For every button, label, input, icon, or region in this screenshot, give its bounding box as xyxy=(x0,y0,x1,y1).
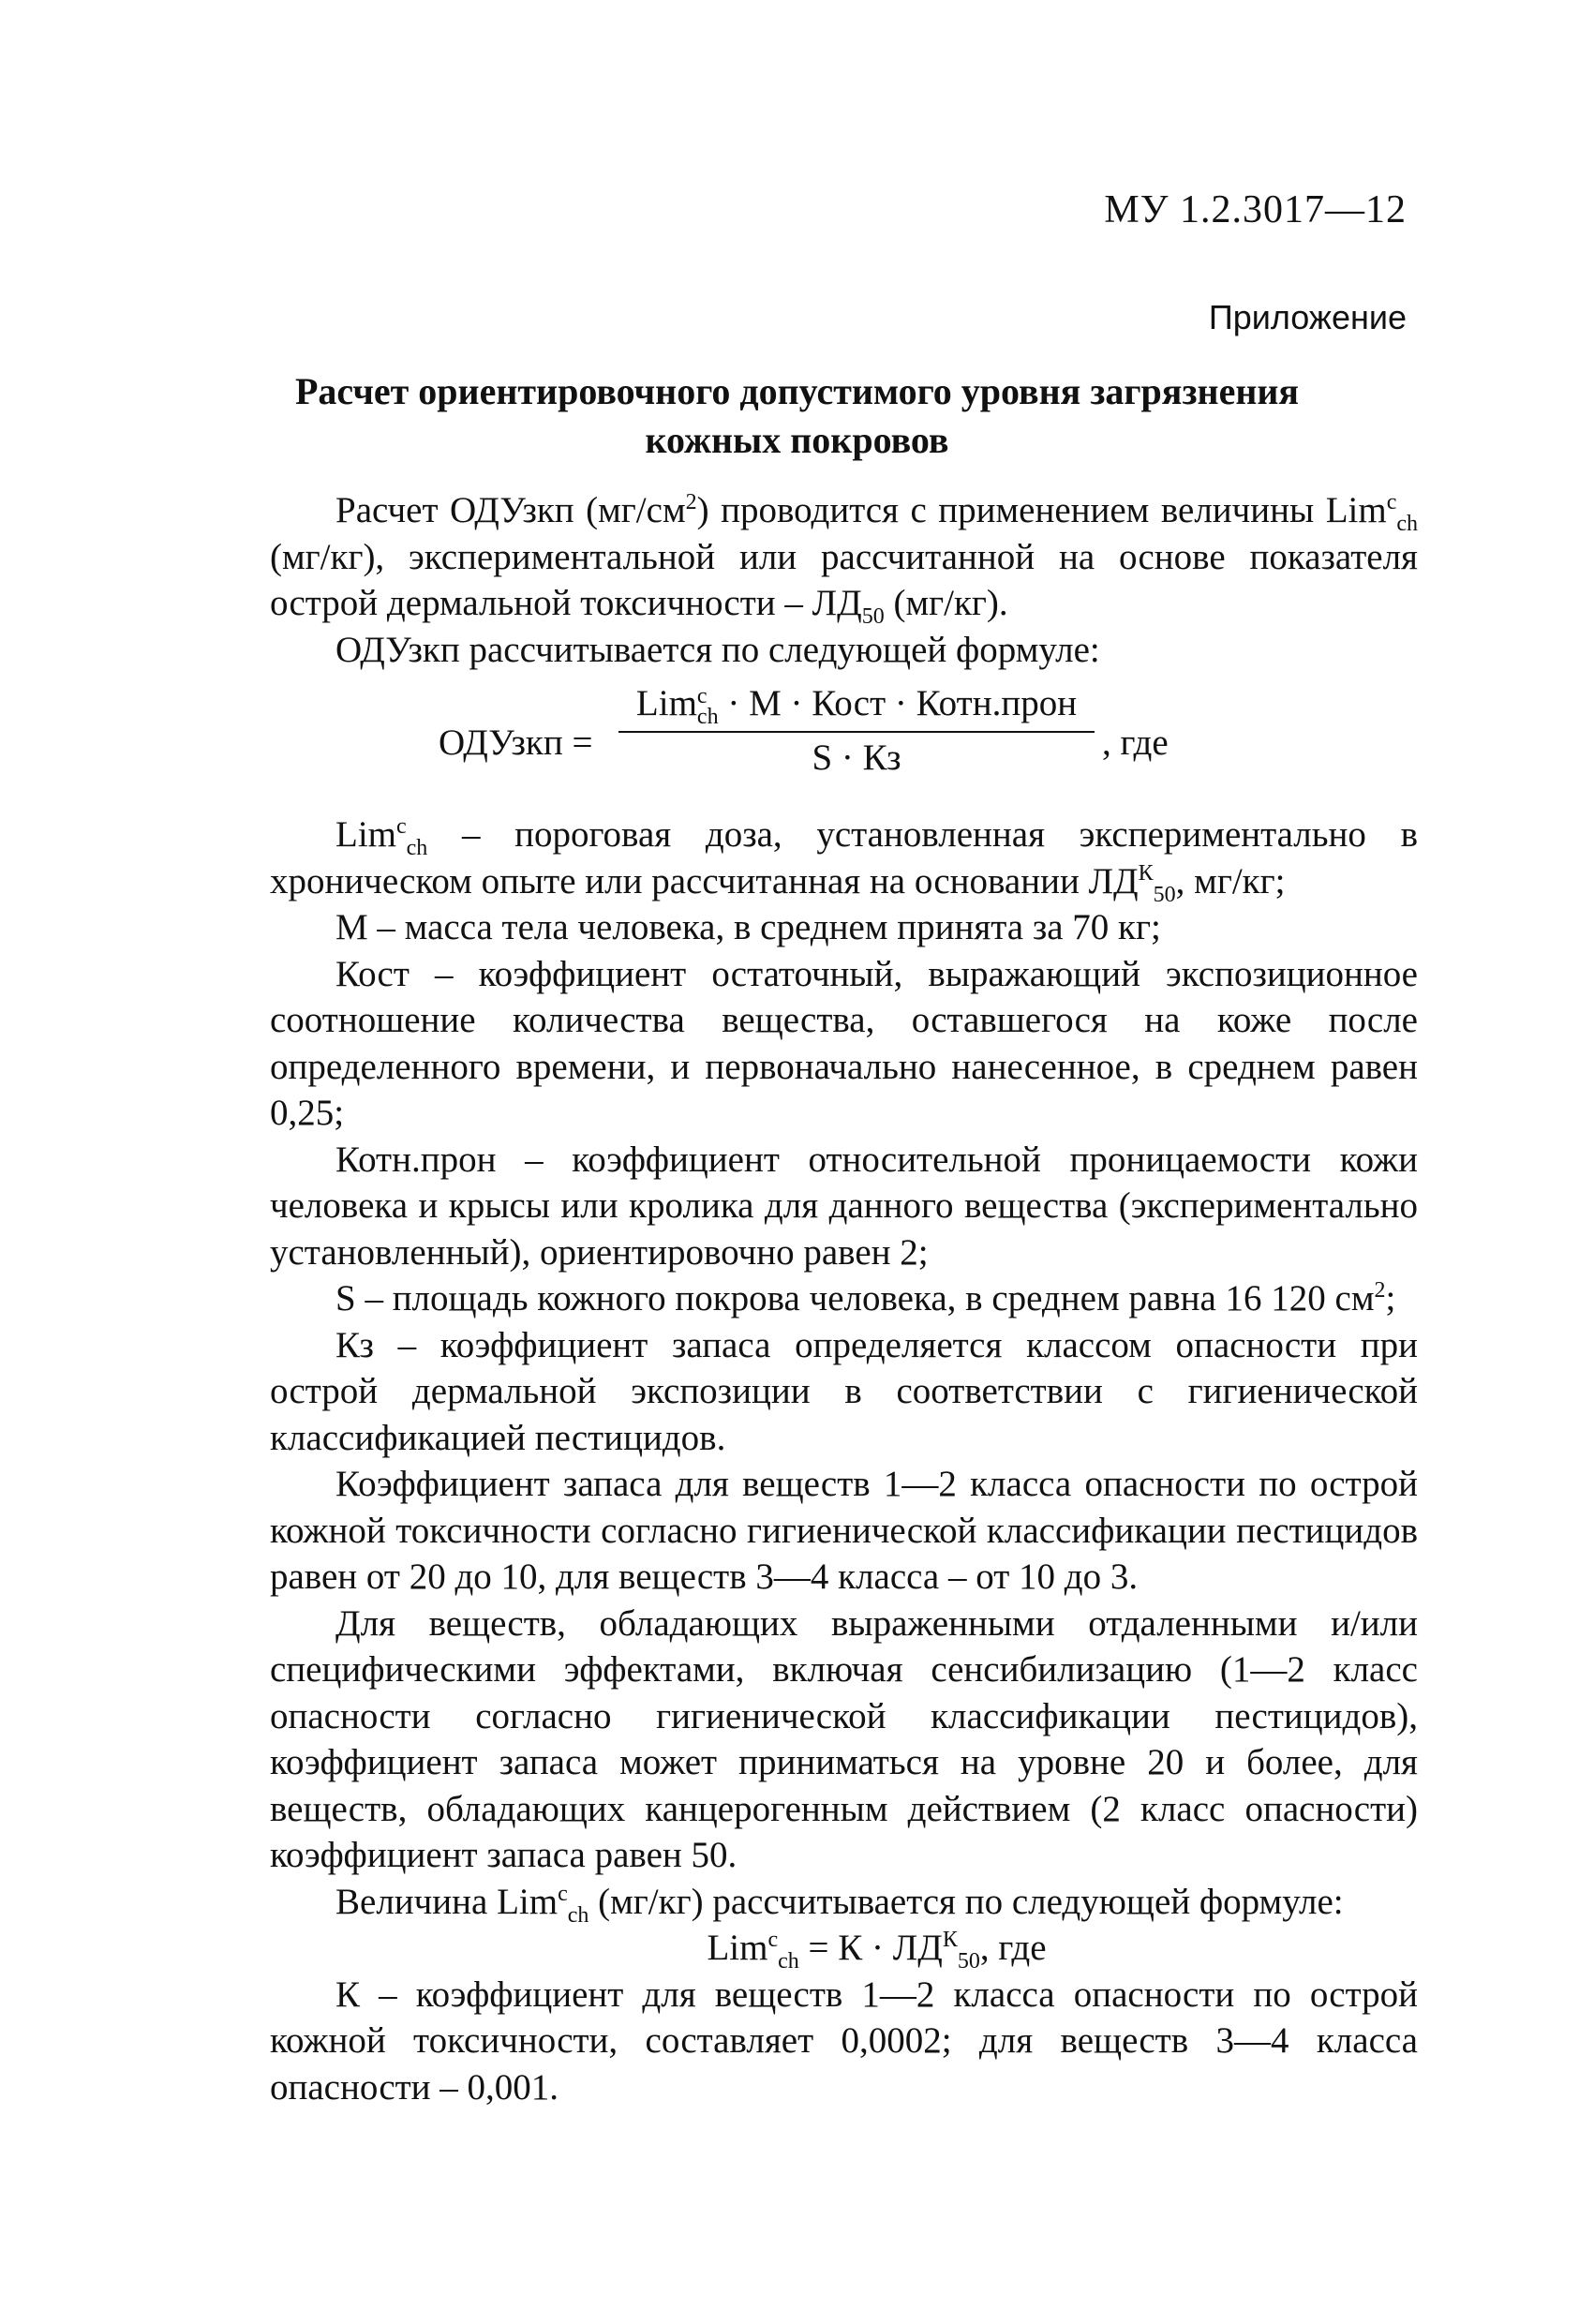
appendix-label: Приложение xyxy=(1208,298,1407,336)
text-run: (мг/кг), экспериментальной или рассчитанной на основе показателя острой дермальной токсичности – ЛД xyxy=(270,536,1418,623)
superscript: К xyxy=(942,1928,958,1952)
text-run: S – площадь кожного покрова человека, в среднем равна 16 120 см xyxy=(335,1278,1375,1318)
text-run: · M · Кост · Котн.прон xyxy=(718,683,1078,723)
paragraph-reserve-1: Коэффициент запаса для веществ 1—2 класса опасности по острой кожной токсичности согласно гигиенической классификации пестицидов равен от 20 до 10, для веществ 3—4 класса – от 10 до 3. xyxy=(270,1464,1418,1597)
subscript: 50 xyxy=(957,1948,980,1974)
superscript: c xyxy=(396,814,407,839)
superscript: c xyxy=(1386,490,1397,514)
subscript: ch xyxy=(696,705,719,730)
subscript: ch xyxy=(778,1948,799,1974)
subscript: ch xyxy=(1396,511,1418,536)
intro-paragraph xyxy=(270,487,1418,627)
formula-intro: ОДУзкп рассчитывается по следующей формуле: xyxy=(335,629,1100,670)
text-run: ) проводится с применением величины Lim xyxy=(696,490,1387,530)
formula-fraction xyxy=(618,680,1095,782)
formula-denominator: S · Кз xyxy=(812,737,901,779)
formula-lhs: ОДУзкп = xyxy=(439,723,593,763)
text-run: , мг/кг; xyxy=(1175,860,1286,901)
title-line-1: Расчет ориентировочного допустимого уровня загрязнения xyxy=(294,370,1300,412)
superscript: 2 xyxy=(685,490,697,514)
definition-kotn: Котн.прон – коэффициент относительной проницаемости кожи человека и крысы или кролика для данного вещества (экспериментально установленный), ориентировочно равен 2; xyxy=(270,1139,1418,1273)
text-run: Величина Lim xyxy=(335,1881,559,1922)
superscript: 2 xyxy=(1374,1278,1386,1303)
body-text xyxy=(270,487,1418,2110)
definition-m: М – масса тела человека, в среднем принята за 70 кг; xyxy=(335,907,1161,947)
definition-s xyxy=(270,1275,1418,1322)
paragraph-lim-intro xyxy=(270,1879,1418,1926)
subscript: ch xyxy=(567,1902,589,1928)
definition-kost: Кост – коэффициент остаточный, выражающий экспозиционное соотношение количества вещества, оставшегося на коже после определенного времени, и первоначально нанесенное, в среднем равен 0,25; xyxy=(270,953,1418,1133)
text-run: ; xyxy=(1385,1278,1396,1318)
text-run: Lim xyxy=(335,814,396,855)
subscript: 50 xyxy=(861,603,885,629)
formula-odu xyxy=(270,680,1418,802)
definition-kz: Кз – коэффициент запаса определяется классом опасности при острой дермальной экспозиции в соответствии с гигиенической классификацией пестицидов. xyxy=(270,1324,1418,1458)
text-run: – пороговая доза, установленная экспериментально в хроническом опыте или рассчитанная на основании ЛД xyxy=(270,814,1418,901)
formula-numerator xyxy=(618,680,1095,731)
document-code: МУ 1.2.3017—12 xyxy=(1104,188,1407,231)
formula-lim xyxy=(270,1925,1418,1972)
text-run: (мг/кг) рассчитывается по следующей формуле: xyxy=(588,1881,1344,1922)
text-run: Lim xyxy=(635,683,697,723)
definition-k: К – коэффициент для веществ 1—2 класса опасности по острой кожной токсичности, составляет 0,0002; для веществ 3—4 класса опасности – 0,001. xyxy=(270,1974,1418,2108)
sub-sup xyxy=(696,684,719,730)
superscript: c xyxy=(767,1928,779,1952)
superscript: c xyxy=(558,1881,568,1906)
page-title xyxy=(225,367,1369,465)
text-run: = К · ЛД xyxy=(798,1928,943,1968)
subscript: 50 xyxy=(1153,882,1176,907)
text-run: , где xyxy=(979,1928,1047,1968)
formula-where: , где xyxy=(1102,723,1169,763)
superscript: К xyxy=(1138,860,1154,886)
text-run: (мг/кг). xyxy=(884,583,1008,623)
paragraph-reserve-2: Для веществ, обладающих выраженными отдаленными и/или специфическими эффектами, включая сенсибилизацию (1—2 класс опасности согласно гигиенической классификации пестицидов), коэффициент запаса может приниматься на уровне 20 и более, для веществ, обладающих канцерогенным действием (2 класс опасности) коэффициент запаса равен 50. xyxy=(270,1602,1418,1875)
text-run: Расчет ОДУзкп (мг/см xyxy=(335,490,686,530)
text-run: Lim xyxy=(707,1928,768,1968)
subscript: ch xyxy=(406,835,428,860)
superscript: c xyxy=(696,684,708,709)
title-line-2: кожных покровов xyxy=(645,419,949,461)
definition-lim xyxy=(270,812,1418,907)
